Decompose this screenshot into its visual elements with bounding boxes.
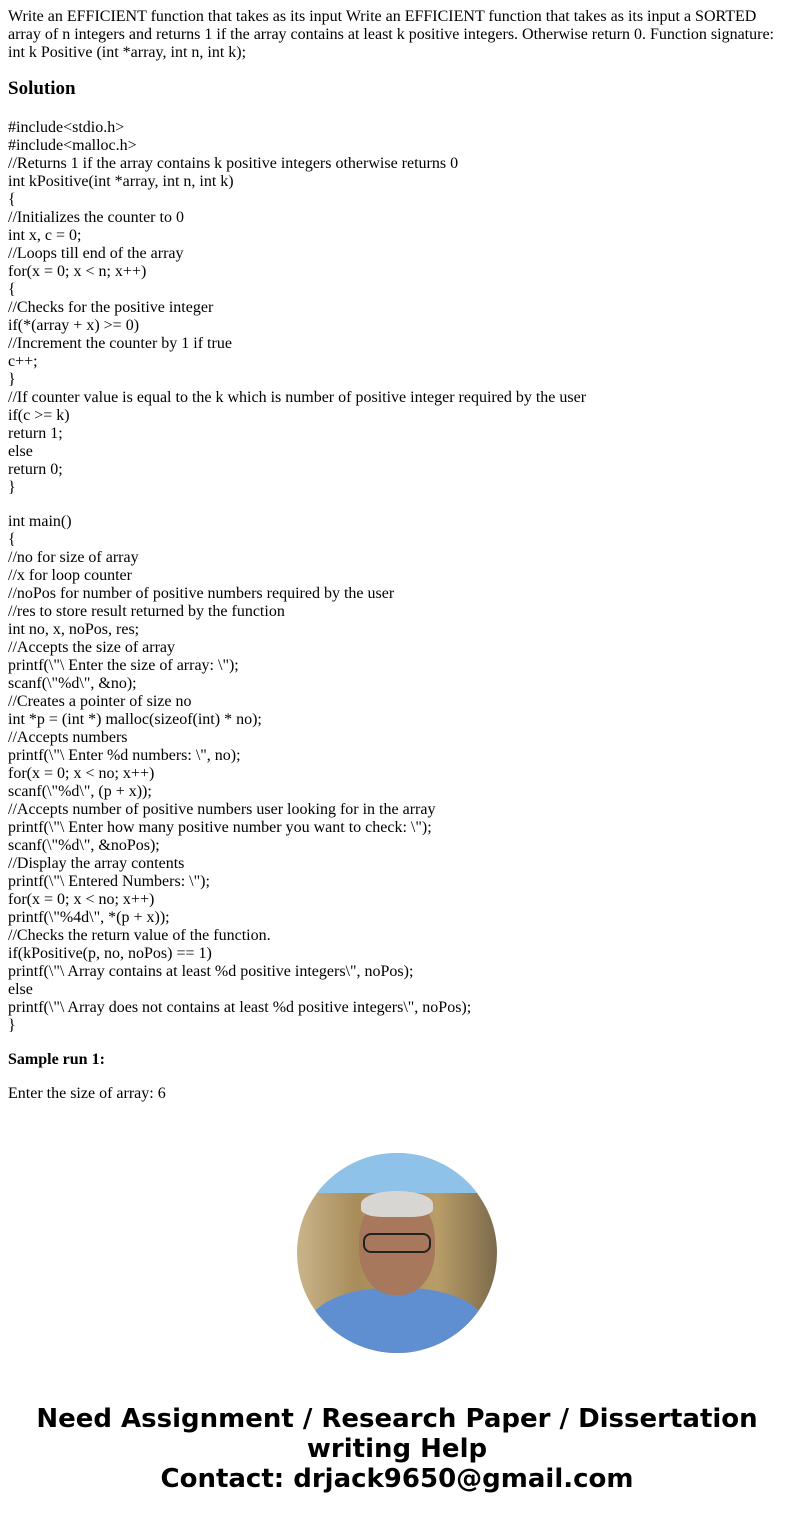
author-avatar (297, 1153, 497, 1353)
code-line: int kPositive(int *array, int n, int k) (8, 173, 234, 190)
code-line: //Loops till end of the array (8, 245, 184, 262)
code-line: int *p = (int *) malloc(sizeof(int) * no); (8, 711, 262, 728)
code-line: } (8, 479, 16, 496)
footer-line-2: writing Help (306, 1434, 488, 1464)
code-line: int main() (8, 513, 72, 530)
code-line: { (8, 531, 16, 548)
code-line: //res to store result returned by the function (8, 603, 285, 620)
code-line: } (8, 371, 16, 388)
code-line: //Creates a pointer of size no (8, 693, 192, 710)
code-line: //no for size of array (8, 549, 139, 566)
code-line: { (8, 281, 16, 298)
code-block-function (8, 119, 786, 497)
code-line: #include<malloc.h> (8, 137, 137, 154)
code-line: } (8, 1017, 16, 1034)
footer-line-1: Need Assignment / Research Paper / Dissertation (36, 1404, 758, 1434)
code-line: //Display the array contents (8, 855, 185, 872)
code-line: { (8, 191, 16, 208)
code-line: scanf(\"%d\", (p + x)); (8, 783, 152, 800)
code-line: scanf(\"%d\", &no); (8, 675, 137, 692)
code-line: //Checks the return value of the function. (8, 927, 271, 944)
code-line: //noPos for number of positive numbers required by the user (8, 585, 395, 602)
solution-heading: Solution (8, 78, 76, 99)
code-line: c++; (8, 353, 38, 370)
code-line: //Accepts number of positive numbers user looking for in the array (8, 801, 436, 818)
code-line: if(c >= k) (8, 407, 70, 424)
footer-line-3: Contact: drjack9650@gmail.com (160, 1464, 634, 1494)
code-line: printf(\"\ Enter how many positive number you want to check: \"); (8, 819, 432, 836)
code-line: //Initializes the counter to 0 (8, 209, 184, 226)
code-line: scanf(\"%d\", &noPos); (8, 837, 160, 854)
code-line: printf(\"\ Entered Numbers: \"); (8, 873, 210, 890)
sample-run-line: Enter the size of array: 6 (8, 1085, 166, 1102)
code-line: int no, x, noPos, res; (8, 621, 140, 638)
code-line: int x, c = 0; (8, 227, 82, 244)
sample-run-heading: Sample run 1: (8, 1051, 105, 1068)
code-line: printf(\"\ Array contains at least %d positive integers\", noPos); (8, 963, 414, 980)
code-line: //Accepts the size of array (8, 639, 176, 656)
code-line: //x for loop counter (8, 567, 132, 584)
code-line: //Increment the counter by 1 if true (8, 335, 232, 352)
question-text: Write an EFFICIENT function that takes as its input Write an EFFICIENT function that takes as its input a SORTED array of n integers and returns 1 if the array contains at least k positive integers. Otherwise return 0. Function signature: int k Positive (int *array, int n, int k); (8, 8, 774, 61)
code-line: //Checks for the positive integer (8, 299, 214, 316)
code-line: #include<stdio.h> (8, 119, 125, 136)
code-line: else (8, 443, 33, 460)
code-line: for(x = 0; x < no; x++) (8, 765, 155, 782)
code-line: printf(\"\ Enter the size of array: \"); (8, 657, 239, 674)
code-line: //Returns 1 if the array contains k positive integers otherwise returns 0 (8, 155, 459, 172)
code-line: printf(\"\ Enter %d numbers: \", no); (8, 747, 241, 764)
code-line: printf(\"\ Array does not contains at least %d positive integers\", noPos); (8, 999, 472, 1016)
code-line: for(x = 0; x < n; x++) (8, 263, 147, 280)
code-block-main (8, 513, 786, 1035)
code-line: for(x = 0; x < no; x++) (8, 891, 155, 908)
code-line: //If counter value is equal to the k which is number of positive integer required by the user (8, 389, 587, 406)
code-line: if(*(array + x) >= 0) (8, 317, 140, 334)
promo-footer (0, 1404, 794, 1494)
code-line: printf(\"%4d\", *(p + x)); (8, 909, 170, 926)
code-line: else (8, 981, 33, 998)
code-line: if(kPositive(p, no, noPos) == 1) (8, 945, 212, 962)
code-line: return 1; (8, 425, 63, 442)
code-line: //Accepts numbers (8, 729, 128, 746)
code-line: return 0; (8, 461, 63, 478)
